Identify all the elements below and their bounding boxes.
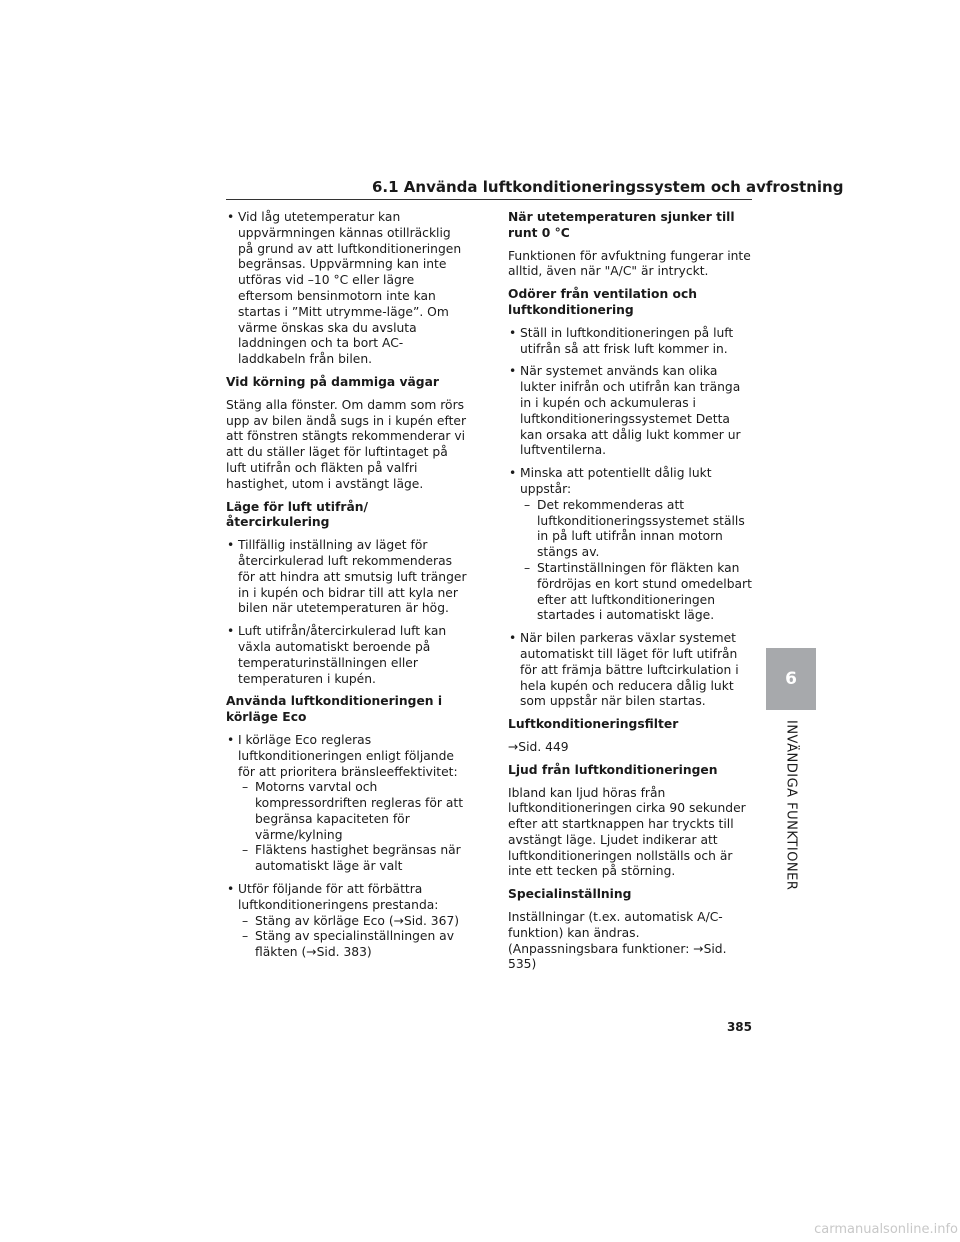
intro-bullet-list xyxy=(226,210,468,368)
heading-special: Specialinställning xyxy=(508,887,632,902)
heading-sound: Ljud från luftkonditioneringen xyxy=(508,762,718,777)
sub-list-item: – Startinställningen för fläkten kan fördröjas en kort stund omedelbart efter att luftkonditioneringen startades i automatiskt läge. xyxy=(520,561,752,624)
left-column xyxy=(226,210,468,968)
list-item: • När bilen parkeras växlar systemet automatiskt till läget för luft utifrån för att främja bättre luftcirkulation i hela kupén och reducera dålig lukt som uppstår när bilen startas. xyxy=(508,631,752,710)
list-item: • Ställ in luftkonditioneringen på luft utifrån så att frisk luft kommer in. xyxy=(508,326,752,358)
header-rule xyxy=(226,199,752,200)
chapter-label: INVÄNDIGA FUNKTIONER xyxy=(783,720,799,891)
chapter-tab[interactable] xyxy=(766,648,816,710)
chapter-label-wrap xyxy=(766,710,816,1010)
list-item: • Tillfällig inställning av läget för återcirkulerad luft rekommenderas för att hindra att smutsig luft tränger in i kupén och bidrar till att kyla ner bilen när utetemperaturen är hög. xyxy=(226,538,468,617)
list-item xyxy=(508,466,752,624)
sub-list-item: – Fläktens hastighet begränsas när automatiskt läge är valt xyxy=(238,843,468,875)
heading-recirculation: Läge för luft utifrån/återcirkulering xyxy=(226,499,368,530)
heading-eco-mode: Använda luftkonditioneringen i körläge Eco xyxy=(226,694,443,725)
right-column xyxy=(508,210,752,980)
section-title: 6.1 Använda luftkonditioneringssystem och avfrostning xyxy=(372,178,844,196)
sub-list xyxy=(238,914,468,961)
heading-odors: Odörer från ventilation och luftkonditionering xyxy=(508,287,697,317)
paragraph-special: Inställningar (t.ex. automatisk A/C-funktion) kan ändras. (Anpassningsbara funktioner: →Sid. 535) xyxy=(508,910,727,972)
heading-dusty-roads: Vid körning på dammiga vägar xyxy=(226,374,439,389)
heading-below-zero: När utetemperaturen sjunker till runt 0 °C xyxy=(508,210,735,240)
list-item: • Vid låg utetemperatur kan uppvärmningen kännas otillräcklig på grund av att luftkonditioneringen begränsas. Uppvärmning kan inte utföras vid –10 °C eller lägre eftersom bensinmotorn inte kan startas i ”Mitt utrymme-läge”. Om värme önskas ska du avsluta laddningen och ta bort AC-laddkabeln från bilen. xyxy=(226,210,468,368)
list-item xyxy=(226,882,468,961)
list-item: • Luft utifrån/återcirkulerad luft kan växla automatiskt beroende på temperaturinställningen eller temperaturen i kupén. xyxy=(226,624,468,687)
list-item-text: Utför följande för att förbättra luftkonditioneringens prestanda: xyxy=(238,882,439,912)
sub-list xyxy=(238,780,468,875)
paragraph-dusty-roads: Stäng alla fönster. Om damm som rörs upp av bilen ändå sugs in i kupén efter att fönstren stängts rekommenderar vi att du ställer läget för luftintaget på luft utifrån och fläkten på valfri hastighet, utom i avstängt läge. xyxy=(226,397,467,491)
paragraph-sound: Ibland kan ljud höras från luftkonditioneringen cirka 90 sekunder efter att startknappen har tryckts till avstängt läge. Ljudet indikerar att luftkonditioneringen nollställs och är inte ett tecken på störning. xyxy=(508,785,746,879)
page-number: 385 xyxy=(726,1020,752,1034)
page-reference-link[interactable]: →Sid. 449 xyxy=(508,739,569,754)
heading-filter: Luftkonditioneringsfilter xyxy=(508,717,679,732)
list-item: • När systemet används kan olika lukter inifrån och utifrån kan tränga in i kupén och ackumuleras i luftkonditioneringssystemet Detta kan orsaka att dålig lukt kommer ur luftventilerna. xyxy=(508,364,752,459)
sub-list-item: – Stäng av specialinställningen av fläkten (→Sid. 383) xyxy=(238,929,468,961)
list-item-text: I körläge Eco regleras luftkonditioneringen enligt följande för att prioritera bränsleeffektivitet: xyxy=(238,732,458,779)
sub-list xyxy=(520,498,752,624)
paragraph-below-zero: Funktionen för avfuktning fungerar inte alltid, även när "A/C" är intryckt. xyxy=(508,248,751,279)
sub-list-item: – Stäng av körläge Eco (→Sid. 367) xyxy=(238,914,468,930)
recirculation-bullet-list xyxy=(226,538,468,687)
watermark: carmanualsonline.info xyxy=(814,1222,958,1237)
list-item xyxy=(226,733,468,875)
list-item-text: Minska att potentiellt dålig lukt uppstår: xyxy=(520,466,712,496)
sub-list-item: – Motorns varvtal och kompressordriften regleras för att begränsa kapaciteten för värme/kylning xyxy=(238,780,468,843)
odors-bullet-list xyxy=(508,326,752,710)
sub-list-item: – Det rekommenderas att luftkonditioneringssystemet ställs in på luft utifrån innan motorn stängs av. xyxy=(520,498,752,561)
eco-bullet-list xyxy=(226,733,468,961)
chapter-number: 6 xyxy=(785,669,797,689)
